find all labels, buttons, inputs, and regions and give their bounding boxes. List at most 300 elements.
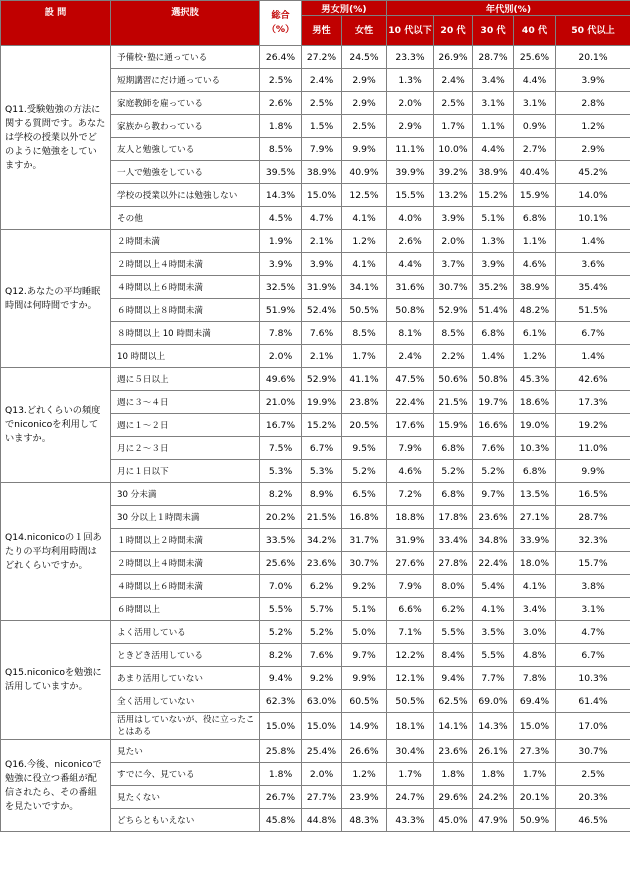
percentage-cell: 39.5% — [260, 161, 302, 184]
percentage-cell: 9.4% — [260, 667, 302, 690]
percentage-cell: 26.9% — [434, 46, 473, 69]
percentage-cell: 48.2% — [514, 299, 556, 322]
percentage-cell: 62.5% — [434, 690, 473, 713]
percentage-cell: 8.2% — [260, 483, 302, 506]
percentage-cell: 5.2% — [473, 460, 514, 483]
choice-label: ４時間以上６時間未満 — [111, 575, 260, 598]
percentage-cell: 2.4% — [434, 69, 473, 92]
percentage-cell: 10.3% — [514, 437, 556, 460]
percentage-cell: 19.9% — [302, 391, 342, 414]
choice-label: 全く活用していない — [111, 690, 260, 713]
percentage-cell: 5.7% — [302, 598, 342, 621]
percentage-cell: 61.4% — [556, 690, 630, 713]
percentage-cell: 23.6% — [302, 552, 342, 575]
percentage-cell: 31.9% — [387, 529, 434, 552]
header-column: 40 代 — [514, 16, 556, 46]
percentage-cell: 1.4% — [556, 345, 630, 368]
percentage-cell: 42.6% — [556, 368, 630, 391]
percentage-cell: 3.7% — [434, 253, 473, 276]
percentage-cell: 2.1% — [302, 230, 342, 253]
choice-label: ときどき活用している — [111, 644, 260, 667]
choice-label: 月に１日以下 — [111, 460, 260, 483]
percentage-cell: 4.0% — [387, 207, 434, 230]
percentage-cell: 47.9% — [473, 809, 514, 832]
percentage-cell: 1.1% — [514, 230, 556, 253]
percentage-cell: 20.3% — [556, 786, 630, 809]
percentage-cell: 30.7% — [434, 276, 473, 299]
percentage-cell: 5.1% — [342, 598, 387, 621]
percentage-cell: 52.4% — [302, 299, 342, 322]
percentage-cell: 6.8% — [434, 437, 473, 460]
choice-label: 友人と勉強している — [111, 138, 260, 161]
percentage-cell: 8.4% — [434, 644, 473, 667]
percentage-cell: 18.6% — [514, 391, 556, 414]
choice-label: どちらともいえない — [111, 809, 260, 832]
table-row — [1, 368, 630, 391]
percentage-cell: 1.4% — [473, 345, 514, 368]
percentage-cell: 34.8% — [473, 529, 514, 552]
percentage-cell: 7.1% — [387, 621, 434, 644]
percentage-cell: 2.4% — [302, 69, 342, 92]
percentage-cell: 14.0% — [556, 184, 630, 207]
percentage-cell: 19.2% — [556, 414, 630, 437]
percentage-cell: 33.4% — [434, 529, 473, 552]
header-choices: 選択肢 — [111, 1, 260, 46]
percentage-cell: 11.0% — [556, 437, 630, 460]
percentage-cell: 6.7% — [556, 322, 630, 345]
percentage-cell: 52.9% — [434, 299, 473, 322]
percentage-cell: 1.2% — [514, 345, 556, 368]
percentage-cell: 3.5% — [473, 621, 514, 644]
table-row — [1, 46, 630, 69]
percentage-cell: 6.1% — [514, 322, 556, 345]
percentage-cell: 15.9% — [514, 184, 556, 207]
percentage-cell: 18.8% — [387, 506, 434, 529]
percentage-cell: 50.8% — [473, 368, 514, 391]
question-text: Q16.今後、niconicoで勉強に役立つ番組が配信されたら、その番組を見たいですか。 — [1, 740, 111, 832]
choice-label: 家族から教わっている — [111, 115, 260, 138]
percentage-cell: 21.5% — [302, 506, 342, 529]
percentage-cell: 7.9% — [302, 138, 342, 161]
percentage-cell: 9.7% — [473, 483, 514, 506]
percentage-cell: 38.9% — [302, 161, 342, 184]
percentage-cell: 2.9% — [556, 138, 630, 161]
percentage-cell: 4.8% — [514, 644, 556, 667]
percentage-cell: 45.8% — [260, 809, 302, 832]
percentage-cell: 45.3% — [514, 368, 556, 391]
percentage-cell: 7.8% — [514, 667, 556, 690]
percentage-cell: 23.8% — [342, 391, 387, 414]
percentage-cell: 16.8% — [342, 506, 387, 529]
percentage-cell: 16.6% — [473, 414, 514, 437]
percentage-cell: 8.1% — [387, 322, 434, 345]
percentage-cell: 3.1% — [556, 598, 630, 621]
choice-label: ２時間以上４時間未満 — [111, 552, 260, 575]
percentage-cell: 2.0% — [302, 763, 342, 786]
percentage-cell: 15.0% — [302, 184, 342, 207]
question-text: Q13.どれくらいの頻度でniconicoを利用していますか。 — [1, 368, 111, 483]
percentage-cell: 21.5% — [434, 391, 473, 414]
percentage-cell: 3.9% — [260, 253, 302, 276]
percentage-cell: 12.2% — [387, 644, 434, 667]
percentage-cell: 1.7% — [387, 763, 434, 786]
header-column: 30 代 — [473, 16, 514, 46]
percentage-cell: 23.6% — [434, 740, 473, 763]
choice-label: よく活用している — [111, 621, 260, 644]
percentage-cell: 15.2% — [473, 184, 514, 207]
percentage-cell: 6.6% — [387, 598, 434, 621]
percentage-cell: 9.7% — [342, 644, 387, 667]
percentage-cell: 3.9% — [434, 207, 473, 230]
percentage-cell: 2.2% — [434, 345, 473, 368]
percentage-cell: 28.7% — [473, 46, 514, 69]
percentage-cell: 39.2% — [434, 161, 473, 184]
percentage-cell: 2.7% — [514, 138, 556, 161]
percentage-cell: 38.9% — [514, 276, 556, 299]
percentage-cell: 39.9% — [387, 161, 434, 184]
percentage-cell: 4.4% — [387, 253, 434, 276]
percentage-cell: 3.6% — [556, 253, 630, 276]
percentage-cell: 23.6% — [473, 506, 514, 529]
percentage-cell: 5.5% — [434, 621, 473, 644]
percentage-cell: 11.1% — [387, 138, 434, 161]
choice-label: 30 分以上１時間未満 — [111, 506, 260, 529]
percentage-cell: 5.4% — [473, 575, 514, 598]
choice-label: 10 時間以上 — [111, 345, 260, 368]
percentage-cell: 7.2% — [387, 483, 434, 506]
percentage-cell: 6.8% — [514, 460, 556, 483]
percentage-cell: 31.6% — [387, 276, 434, 299]
percentage-cell: 6.8% — [514, 207, 556, 230]
percentage-cell: 19.0% — [514, 414, 556, 437]
percentage-cell: 10.0% — [434, 138, 473, 161]
choice-label: すでに今、見ている — [111, 763, 260, 786]
percentage-cell: 1.7% — [514, 763, 556, 786]
choice-label: 予備校･塾に通っている — [111, 46, 260, 69]
percentage-cell: 45.0% — [434, 809, 473, 832]
percentage-cell: 5.3% — [260, 460, 302, 483]
percentage-cell: 17.6% — [387, 414, 434, 437]
percentage-cell: 62.3% — [260, 690, 302, 713]
percentage-cell: 25.8% — [260, 740, 302, 763]
percentage-cell: 3.4% — [473, 69, 514, 92]
percentage-cell: 15.2% — [302, 414, 342, 437]
percentage-cell: 28.7% — [556, 506, 630, 529]
choice-label: 短期講習にだけ通っている — [111, 69, 260, 92]
percentage-cell: 2.0% — [387, 92, 434, 115]
percentage-cell: 26.7% — [260, 786, 302, 809]
question-text: Q11.受験勉強の方法に関する質問です。あなたは学校の授業以外でどのように勉強をしていますか。 — [1, 46, 111, 230]
percentage-cell: 3.9% — [473, 253, 514, 276]
percentage-cell: 44.8% — [302, 809, 342, 832]
percentage-cell: 50.5% — [387, 690, 434, 713]
percentage-cell: 18.0% — [514, 552, 556, 575]
percentage-cell: 1.7% — [434, 115, 473, 138]
choice-label: ６時間以上 — [111, 598, 260, 621]
percentage-cell: 2.8% — [556, 92, 630, 115]
percentage-cell: 40.4% — [514, 161, 556, 184]
percentage-cell: 50.9% — [514, 809, 556, 832]
percentage-cell: 27.7% — [302, 786, 342, 809]
percentage-cell: 8.0% — [434, 575, 473, 598]
choice-label: その他 — [111, 207, 260, 230]
percentage-cell: 14.1% — [434, 713, 473, 740]
choice-label: 見たい — [111, 740, 260, 763]
percentage-cell: 3.1% — [514, 92, 556, 115]
percentage-cell: 5.0% — [342, 621, 387, 644]
percentage-cell: 30.7% — [556, 740, 630, 763]
header-column: 男性 — [302, 16, 342, 46]
percentage-cell: 47.5% — [387, 368, 434, 391]
percentage-cell: 2.5% — [434, 92, 473, 115]
percentage-cell: 38.9% — [473, 161, 514, 184]
percentage-cell: 0.9% — [514, 115, 556, 138]
percentage-cell: 1.9% — [260, 230, 302, 253]
percentage-cell: 18.1% — [387, 713, 434, 740]
percentage-cell: 9.9% — [342, 138, 387, 161]
percentage-cell: 6.5% — [342, 483, 387, 506]
percentage-cell: 6.7% — [302, 437, 342, 460]
percentage-cell: 8.5% — [342, 322, 387, 345]
header-column: 20 代 — [434, 16, 473, 46]
percentage-cell: 17.0% — [556, 713, 630, 740]
percentage-cell: 1.4% — [556, 230, 630, 253]
percentage-cell: 5.2% — [260, 621, 302, 644]
percentage-cell: 69.0% — [473, 690, 514, 713]
percentage-cell: 50.8% — [387, 299, 434, 322]
table-row — [1, 230, 630, 253]
percentage-cell: 8.5% — [260, 138, 302, 161]
percentage-cell: 5.5% — [473, 644, 514, 667]
percentage-cell: 2.4% — [387, 345, 434, 368]
header-column: 10 代以下 — [387, 16, 434, 46]
percentage-cell: 3.9% — [556, 69, 630, 92]
percentage-cell: 30.4% — [387, 740, 434, 763]
percentage-cell: 1.2% — [342, 230, 387, 253]
percentage-cell: 21.0% — [260, 391, 302, 414]
percentage-cell: 4.5% — [260, 207, 302, 230]
percentage-cell: 14.3% — [260, 184, 302, 207]
percentage-cell: 7.9% — [387, 575, 434, 598]
question-text: Q15.niconicoを勉強に活用していますか。 — [1, 621, 111, 740]
percentage-cell: 27.3% — [514, 740, 556, 763]
percentage-cell: 4.4% — [473, 138, 514, 161]
percentage-cell: 5.3% — [302, 460, 342, 483]
percentage-cell: 26.4% — [260, 46, 302, 69]
choice-label: ２時間以上４時間未満 — [111, 253, 260, 276]
percentage-cell: 5.2% — [434, 460, 473, 483]
percentage-cell: 9.9% — [556, 460, 630, 483]
table-row — [1, 483, 630, 506]
percentage-cell: 24.2% — [473, 786, 514, 809]
choice-label: 家庭教師を雇っている — [111, 92, 260, 115]
percentage-cell: 7.0% — [260, 575, 302, 598]
percentage-cell: 6.8% — [434, 483, 473, 506]
percentage-cell: 8.5% — [434, 322, 473, 345]
percentage-cell: 43.3% — [387, 809, 434, 832]
percentage-cell: 2.5% — [342, 115, 387, 138]
percentage-cell: 9.2% — [342, 575, 387, 598]
percentage-cell: 23.9% — [342, 786, 387, 809]
percentage-cell: 25.6% — [514, 46, 556, 69]
percentage-cell: 41.1% — [342, 368, 387, 391]
percentage-cell: 3.8% — [556, 575, 630, 598]
percentage-cell: 1.3% — [387, 69, 434, 92]
table-row — [1, 621, 630, 644]
percentage-cell: 1.3% — [473, 230, 514, 253]
percentage-cell: 6.2% — [434, 598, 473, 621]
percentage-cell: 12.5% — [342, 184, 387, 207]
percentage-cell: 5.1% — [473, 207, 514, 230]
percentage-cell: 50.6% — [434, 368, 473, 391]
percentage-cell: 51.4% — [473, 299, 514, 322]
percentage-cell: 15.0% — [514, 713, 556, 740]
percentage-cell: 24.5% — [342, 46, 387, 69]
percentage-cell: 51.9% — [260, 299, 302, 322]
percentage-cell: 20.1% — [514, 786, 556, 809]
percentage-cell: 30.7% — [342, 552, 387, 575]
percentage-cell: 16.7% — [260, 414, 302, 437]
percentage-cell: 9.5% — [342, 437, 387, 460]
percentage-cell: 2.5% — [302, 92, 342, 115]
percentage-cell: 1.5% — [302, 115, 342, 138]
percentage-cell: 4.1% — [514, 575, 556, 598]
percentage-cell: 17.8% — [434, 506, 473, 529]
percentage-cell: 2.0% — [434, 230, 473, 253]
percentage-cell: 1.8% — [260, 115, 302, 138]
percentage-cell: 1.2% — [556, 115, 630, 138]
table-row — [1, 740, 630, 763]
choice-label: ６時間以上８時間未満 — [111, 299, 260, 322]
percentage-cell: 4.7% — [302, 207, 342, 230]
choice-label: 月に２～３日 — [111, 437, 260, 460]
percentage-cell: 7.8% — [260, 322, 302, 345]
percentage-cell: 15.9% — [434, 414, 473, 437]
percentage-cell: 24.7% — [387, 786, 434, 809]
percentage-cell: 7.5% — [260, 437, 302, 460]
percentage-cell: 4.1% — [342, 253, 387, 276]
percentage-cell: 15.5% — [387, 184, 434, 207]
percentage-cell: 2.9% — [342, 69, 387, 92]
header-question: 設 問 — [1, 1, 111, 46]
choice-label: あまり活用していない — [111, 667, 260, 690]
percentage-cell: 50.5% — [342, 299, 387, 322]
percentage-cell: 2.5% — [260, 69, 302, 92]
header-column: 女性 — [342, 16, 387, 46]
percentage-cell: 6.8% — [473, 322, 514, 345]
percentage-cell: 3.9% — [302, 253, 342, 276]
percentage-cell: 4.4% — [514, 69, 556, 92]
percentage-cell: 7.6% — [302, 322, 342, 345]
percentage-cell: 14.3% — [473, 713, 514, 740]
percentage-cell: 4.6% — [514, 253, 556, 276]
percentage-cell: 33.5% — [260, 529, 302, 552]
percentage-cell: 4.1% — [473, 598, 514, 621]
choice-label: 週に３～４日 — [111, 391, 260, 414]
percentage-cell: 7.6% — [302, 644, 342, 667]
percentage-cell: 63.0% — [302, 690, 342, 713]
percentage-cell: 10.3% — [556, 667, 630, 690]
percentage-cell: 13.5% — [514, 483, 556, 506]
percentage-cell: 34.2% — [302, 529, 342, 552]
percentage-cell: 5.2% — [302, 621, 342, 644]
percentage-cell: 5.2% — [342, 460, 387, 483]
choice-label: 見たくない — [111, 786, 260, 809]
percentage-cell: 22.4% — [387, 391, 434, 414]
choice-label: ８時間以上 10 時間未満 — [111, 322, 260, 345]
percentage-cell: 33.9% — [514, 529, 556, 552]
percentage-cell: 9.4% — [434, 667, 473, 690]
percentage-cell: 3.1% — [473, 92, 514, 115]
choice-label: 一人で勉強をしている — [111, 161, 260, 184]
percentage-cell: 8.2% — [260, 644, 302, 667]
percentage-cell: 5.5% — [260, 598, 302, 621]
percentage-cell: 12.1% — [387, 667, 434, 690]
percentage-cell: 9.2% — [302, 667, 342, 690]
percentage-cell: 15.0% — [302, 713, 342, 740]
percentage-cell: 2.0% — [260, 345, 302, 368]
percentage-cell: 52.9% — [302, 368, 342, 391]
percentage-cell: 35.4% — [556, 276, 630, 299]
percentage-cell: 2.9% — [387, 115, 434, 138]
percentage-cell: 1.7% — [342, 345, 387, 368]
percentage-cell: 19.7% — [473, 391, 514, 414]
percentage-cell: 27.6% — [387, 552, 434, 575]
percentage-cell: 20.5% — [342, 414, 387, 437]
percentage-cell: 1.2% — [342, 763, 387, 786]
choice-label: 週に１～２日 — [111, 414, 260, 437]
percentage-cell: 31.7% — [342, 529, 387, 552]
percentage-cell: 32.3% — [556, 529, 630, 552]
header-gender-group: 男女別(%) — [302, 1, 387, 16]
percentage-cell: 3.4% — [514, 598, 556, 621]
choice-label: 活用はしていないが、役に立ったことはある — [111, 713, 260, 740]
percentage-cell: 1.8% — [434, 763, 473, 786]
choice-label: 30 分未満 — [111, 483, 260, 506]
percentage-cell: 3.0% — [514, 621, 556, 644]
percentage-cell: 48.3% — [342, 809, 387, 832]
percentage-cell: 1.1% — [473, 115, 514, 138]
percentage-cell: 6.2% — [302, 575, 342, 598]
percentage-cell: 2.5% — [556, 763, 630, 786]
percentage-cell: 27.2% — [302, 46, 342, 69]
percentage-cell: 69.4% — [514, 690, 556, 713]
percentage-cell: 29.6% — [434, 786, 473, 809]
percentage-cell: 15.7% — [556, 552, 630, 575]
percentage-cell: 2.6% — [387, 230, 434, 253]
percentage-cell: 25.4% — [302, 740, 342, 763]
percentage-cell: 10.1% — [556, 207, 630, 230]
percentage-cell: 15.0% — [260, 713, 302, 740]
percentage-cell: 8.9% — [302, 483, 342, 506]
percentage-cell: 20.2% — [260, 506, 302, 529]
percentage-cell: 20.1% — [556, 46, 630, 69]
percentage-cell: 46.5% — [556, 809, 630, 832]
percentage-cell: 1.8% — [473, 763, 514, 786]
question-text: Q12.あなたの平均睡眠時間は何時間ですか。 — [1, 230, 111, 368]
percentage-cell: 2.6% — [260, 92, 302, 115]
percentage-cell: 4.6% — [387, 460, 434, 483]
choice-label: １時間以上２時間未満 — [111, 529, 260, 552]
choice-label: ４時間以上６時間未満 — [111, 276, 260, 299]
percentage-cell: 7.7% — [473, 667, 514, 690]
percentage-cell: 13.2% — [434, 184, 473, 207]
percentage-cell: 6.7% — [556, 644, 630, 667]
choice-label: 学校の授業以外には勉強しない — [111, 184, 260, 207]
percentage-cell: 4.1% — [342, 207, 387, 230]
percentage-cell: 14.9% — [342, 713, 387, 740]
percentage-cell: 23.3% — [387, 46, 434, 69]
